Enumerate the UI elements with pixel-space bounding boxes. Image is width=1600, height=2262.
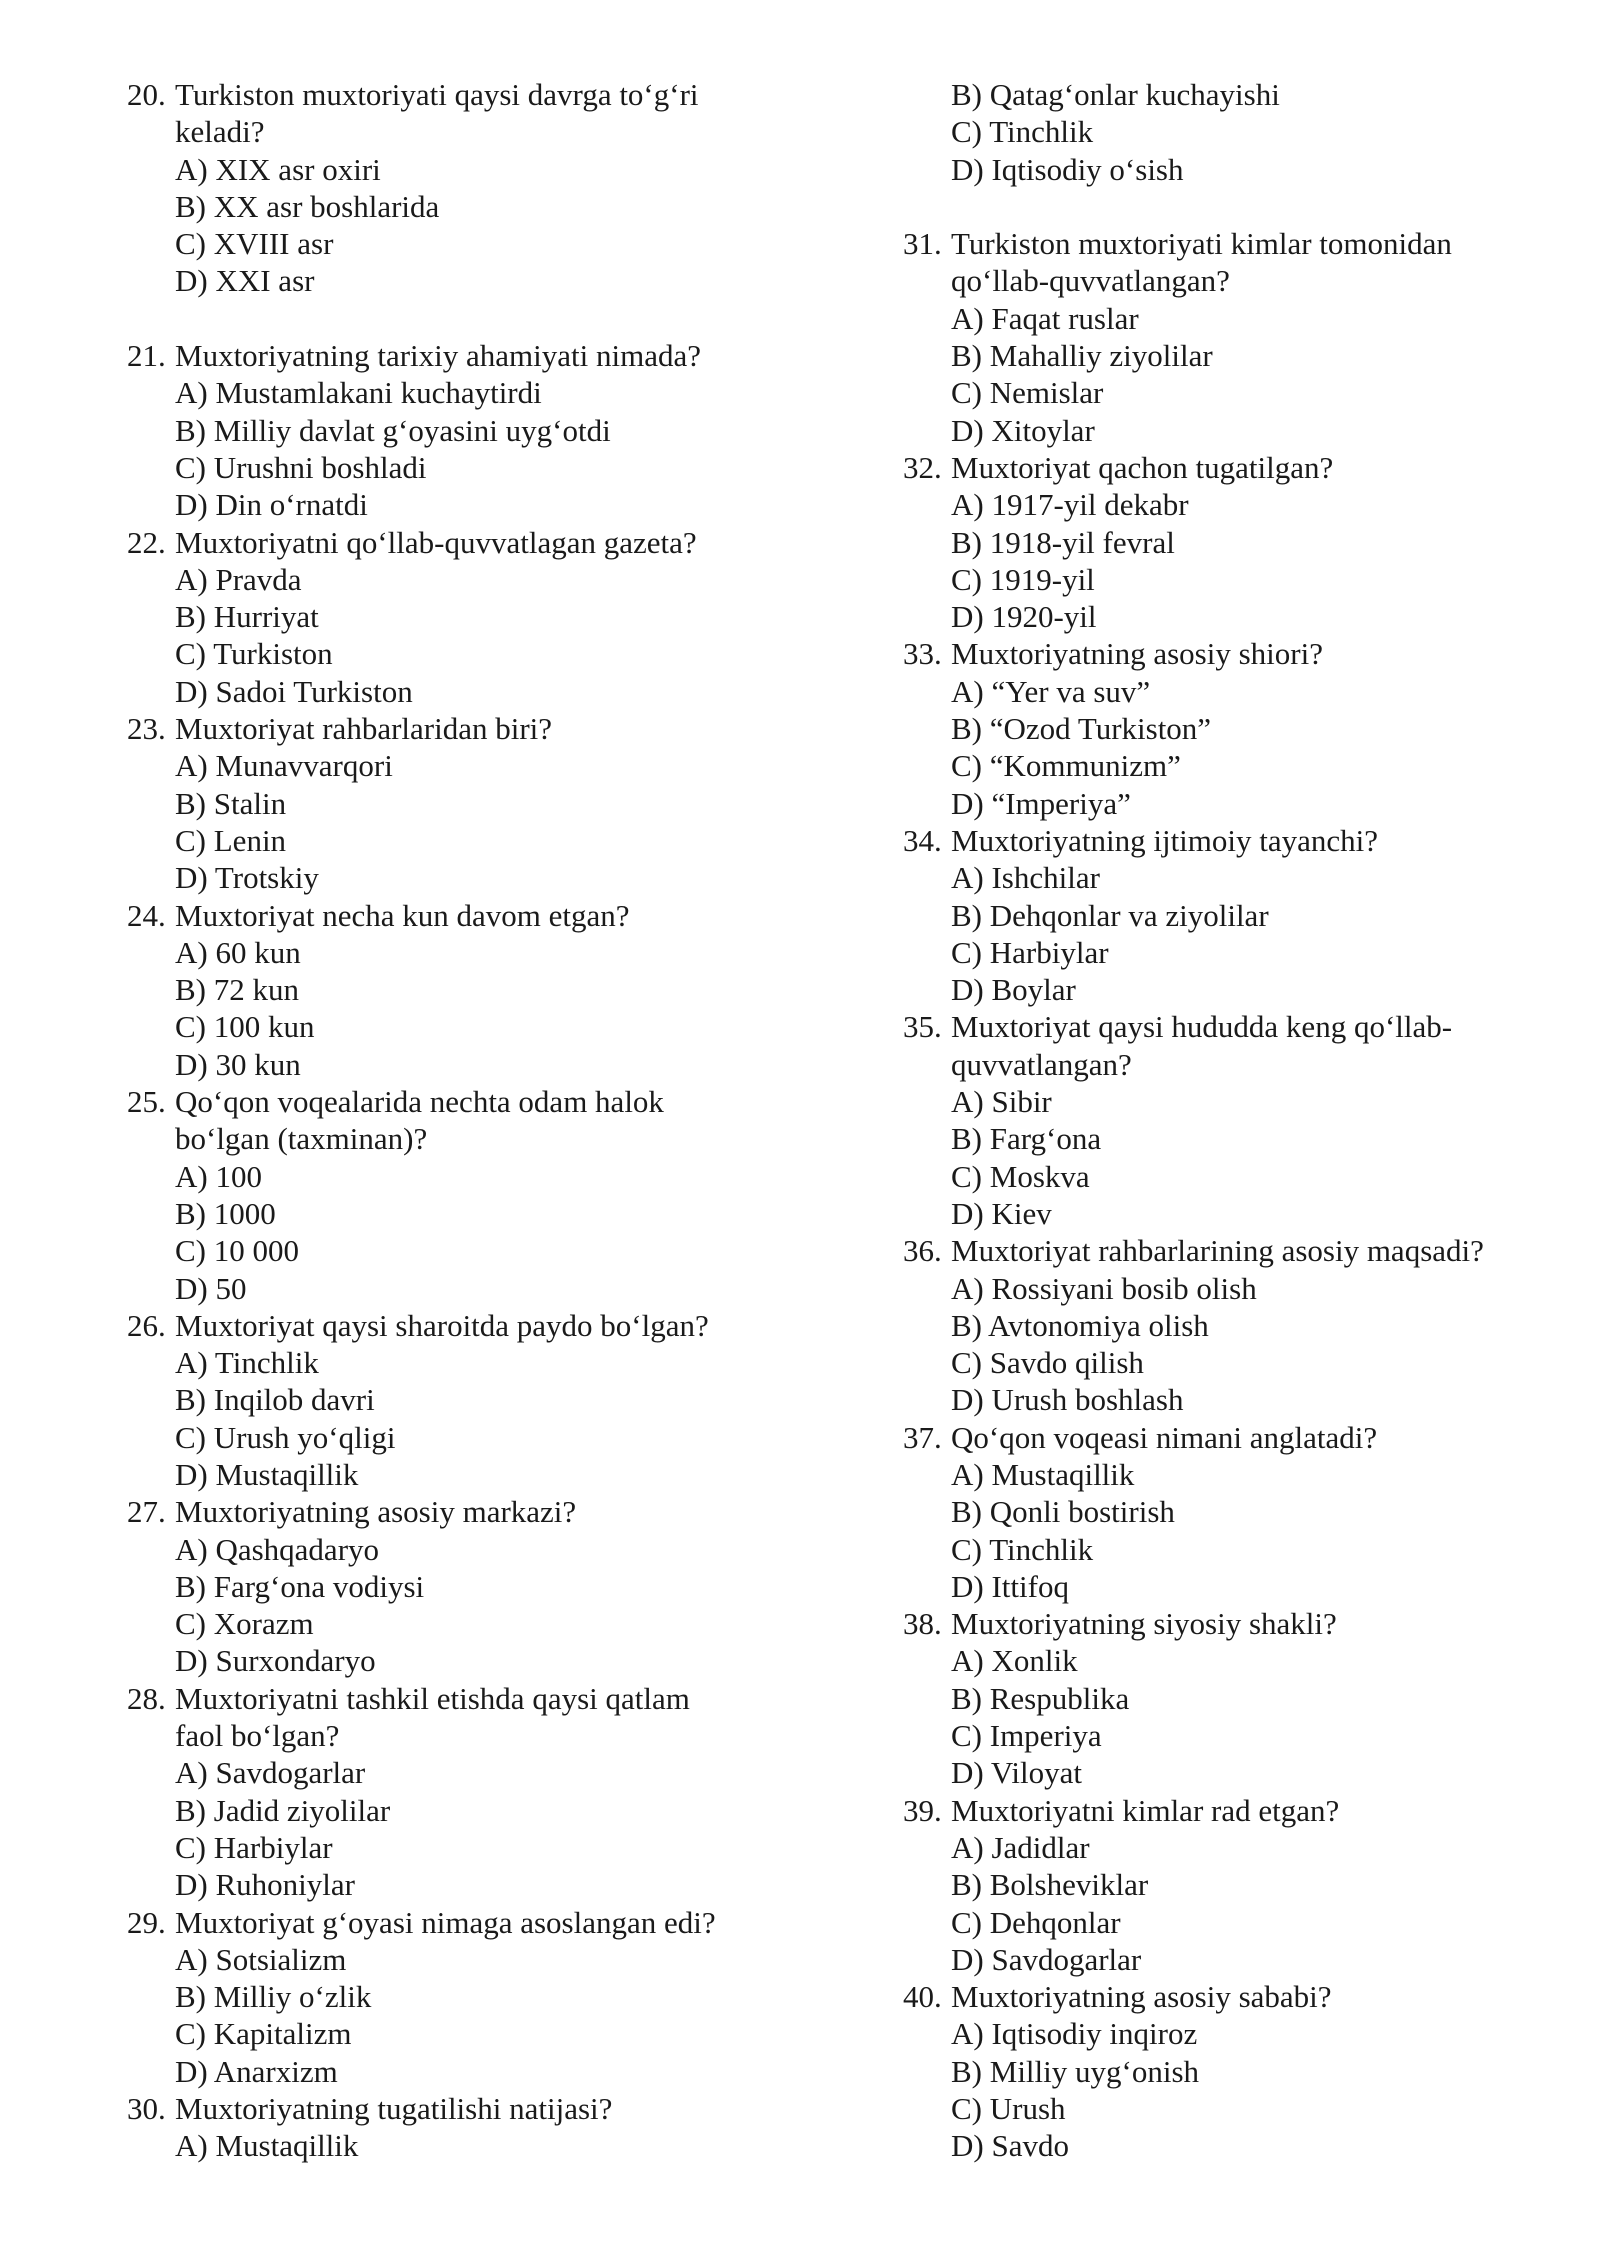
question-text-line <box>903 262 1543 299</box>
answer-option: A) Tinchlik <box>175 1345 319 1381</box>
answer-option: A) 1917-yil dekabr <box>951 487 1189 523</box>
answer-option: D) Trotskiy <box>175 860 319 896</box>
question-text-line <box>903 1978 1543 2015</box>
answer-option: A) Faqat ruslar <box>951 300 1139 336</box>
question-text-line <box>127 76 827 113</box>
question-28 <box>127 1680 827 1904</box>
question-number: 38. <box>903 1606 942 1642</box>
question-number: 35. <box>903 1009 942 1045</box>
answer-option: D) Xitoylar <box>951 412 1095 448</box>
question-number: 31. <box>903 226 942 262</box>
answer-option: D) 1920-yil <box>951 599 1097 635</box>
answer-option: B) Farg‘ona <box>951 1121 1102 1157</box>
question-27 <box>127 1493 827 1679</box>
answer-option: D) Ittifoq <box>951 1568 1069 1604</box>
question-text: Muxtoriyatni tashkil etishda qaysi qatlam <box>175 1680 690 1716</box>
answer-option: A) Xonlik <box>951 1643 1078 1679</box>
question-text-line <box>127 1904 827 1941</box>
question-text: Muxtoriyat qaysi hududda keng qo‘llab- <box>951 1009 1453 1045</box>
question-text: Turkiston muxtoriyati kimlar tomonidan <box>951 226 1452 262</box>
answer-option: A) Sotsializm <box>175 1941 347 1977</box>
question-text: Qo‘qon voqealarida nechta odam halok <box>175 1084 664 1120</box>
question-37 <box>903 1419 1543 1605</box>
question-text: Muxtoriyat qachon tugatilgan? <box>951 449 1334 485</box>
answer-option: A) 100 <box>175 1158 262 1194</box>
question-number: 34. <box>903 822 942 858</box>
question-text: Muxtoriyatni qo‘llab-quvvatlagan gazeta? <box>175 524 697 560</box>
answer-option: B) Milliy davlat g‘oyasini uyg‘otdi <box>175 412 611 448</box>
question-text: Muxtoriyat necha kun davom etgan? <box>175 897 630 933</box>
question-number: 21. <box>127 338 166 374</box>
answer-option: B) Hurriyat <box>175 599 319 635</box>
answer-option: A) “Yer va suv” <box>951 673 1151 709</box>
question-text-line <box>903 822 1543 859</box>
question-text: faol bo‘lgan? <box>175 1718 340 1754</box>
answer-option: C) Dehqonlar <box>951 1904 1121 1940</box>
question-29 <box>127 1904 827 2090</box>
answer-option: C) XVIII asr <box>175 226 334 262</box>
question-text: Muxtoriyatni kimlar rad etgan? <box>951 1792 1340 1828</box>
question-text-line <box>127 710 827 747</box>
question-text: Muxtoriyat rahbarlarining asosiy maqsadi? <box>951 1233 1484 1269</box>
question-text: Muxtoriyat g‘oyasi nimaga asoslangan edi? <box>175 1904 716 1940</box>
question-text: Muxtoriyatning asosiy shiori? <box>951 636 1323 672</box>
answer-option: C) Nemislar <box>951 375 1104 411</box>
question-number: 27. <box>127 1494 166 1530</box>
question-33 <box>903 635 1543 821</box>
question-number: 33. <box>903 636 942 672</box>
answer-option: D) XXI asr <box>175 263 315 299</box>
question-34 <box>903 822 1543 1008</box>
answer-option: D) Din o‘rnatdi <box>175 487 368 523</box>
answer-option: A) Munavvarqori <box>175 748 393 784</box>
answer-option: D) 30 kun <box>175 1046 301 1082</box>
question-number: 24. <box>127 897 166 933</box>
answer-option: A) Ishchilar <box>951 860 1100 896</box>
question-text-line <box>127 1493 827 1530</box>
answer-option: D) Sadoi Turkiston <box>175 673 413 709</box>
answer-option: C) 1919-yil <box>951 561 1095 597</box>
question-number: 20. <box>127 77 166 112</box>
question-text-line <box>127 897 827 934</box>
answer-option: B) 1000 <box>175 1195 276 1231</box>
answer-option: D) Ruhoniylar <box>175 1867 355 1903</box>
answer-option: A) Rossiyani bosib olish <box>951 1270 1257 1306</box>
answer-option: C) Tinchlik <box>951 1531 1094 1567</box>
answer-option: B) Bolsheviklar <box>951 1867 1149 1903</box>
answer-option: B) Farg‘ona vodiysi <box>175 1568 425 1604</box>
answer-option: C) Urush <box>951 2091 1066 2127</box>
question-text: Muxtoriyat qaysi sharoitda paydo bo‘lgan? <box>175 1307 709 1343</box>
question-text: Muxtoriyatning asosiy sababi? <box>951 1979 1332 2015</box>
question-number: 26. <box>127 1307 166 1343</box>
question-number: 23. <box>127 711 166 747</box>
answer-option: A) Sibir <box>951 1084 1052 1120</box>
question-30 <box>127 2090 827 2165</box>
answer-option: D) Boylar <box>951 972 1076 1008</box>
answer-option: D) 50 <box>175 1270 247 1306</box>
answer-option: B) 1918-yil fevral <box>951 524 1175 560</box>
answer-option: A) XIX asr oxiri <box>175 151 381 187</box>
question-text-line <box>127 1083 827 1120</box>
answer-option: C) Harbiylar <box>951 934 1109 970</box>
question-number: 28. <box>127 1680 166 1716</box>
answer-option: D) Iqtisodiy o‘sish <box>951 151 1184 187</box>
answer-option: B) Jadid ziyolilar <box>175 1792 391 1828</box>
question-number <box>903 1046 951 1083</box>
question-text-line <box>127 1680 827 1717</box>
question-text: Muxtoriyatning ijtimoiy tayanchi? <box>951 822 1379 858</box>
answer-option: A) Mustaqillik <box>951 1456 1135 1492</box>
question-number <box>127 1717 175 1754</box>
question-22 <box>127 524 827 710</box>
question-text: Muxtoriyatning tugatilishi natijasi? <box>175 2091 613 2127</box>
question-number: 40. <box>903 1979 942 2015</box>
question-number: 29. <box>127 1904 166 1940</box>
answer-option: B) Avtonomiya olish <box>951 1307 1209 1343</box>
answer-option: C) Harbiylar <box>175 1829 333 1865</box>
question-24 <box>127 897 827 1083</box>
question-23 <box>127 710 827 896</box>
question-text-line <box>903 1419 1543 1456</box>
question-31 <box>903 225 1543 449</box>
answer-option: C) Urushni boshladi <box>175 449 427 485</box>
question-text: Qo‘qon voqeasi nimani anglatadi? <box>951 1419 1378 1455</box>
answer-option: C) Kapitalizm <box>175 2016 352 2052</box>
answer-option: B) Qonli bostirish <box>951 1494 1175 1530</box>
question-text: Turkiston muxtoriyati qaysi davrga to‘g‘ri <box>175 77 699 112</box>
answer-option: D) Surxondaryo <box>175 1643 376 1679</box>
question-text: Muxtoriyatning asosiy markazi? <box>175 1494 577 1530</box>
answer-option: B) “Ozod Turkiston” <box>951 711 1212 747</box>
answer-option: D) Savdogarlar <box>951 1941 1142 1977</box>
question-number: 39. <box>903 1792 942 1828</box>
answer-option: A) Mustaqillik <box>175 2128 359 2164</box>
answer-option: C) Imperiya <box>951 1718 1102 1754</box>
answer-option: D) “Imperiya” <box>951 785 1131 821</box>
answer-option: A) Mustamlakani kuchaytirdi <box>175 375 542 411</box>
question-40 <box>903 1978 1543 2164</box>
answer-option: B) Milliy o‘zlik <box>175 1979 372 2015</box>
answer-option: C) 100 kun <box>175 1009 315 1045</box>
answer-option: D) Mustaqillik <box>175 1456 359 1492</box>
question-25 <box>127 1083 827 1307</box>
answer-option: A) Iqtisodiy inqiroz <box>951 2016 1198 2052</box>
answer-option: B) Mahalliy ziyolilar <box>951 338 1213 374</box>
question-number: 32. <box>903 449 942 485</box>
question-32 <box>903 449 1543 635</box>
answer-option: B) Qatag‘onlar kuchayishi <box>951 77 1280 112</box>
question-text: Muxtoriyatning tarixiy ahamiyati nimada? <box>175 338 702 374</box>
question-text: bo‘lgan (taxminan)? <box>175 1121 428 1157</box>
answer-option: B) XX asr boshlarida <box>175 188 440 224</box>
question-number <box>127 113 175 150</box>
answer-option: A) Jadidlar <box>951 1829 1090 1865</box>
question-text-line <box>127 1120 827 1157</box>
question-36 <box>903 1232 1543 1418</box>
question-text: quvvatlangan? <box>951 1046 1132 1082</box>
question-number: 37. <box>903 1419 942 1455</box>
answer-option: B) Dehqonlar va ziyolilar <box>951 897 1269 933</box>
question-38 <box>903 1605 1543 1791</box>
answer-option: A) Pravda <box>175 561 302 597</box>
question-text-line <box>903 1232 1543 1269</box>
question-35 <box>903 1008 1543 1232</box>
answer-option: A) 60 kun <box>175 934 301 970</box>
question-number: 22. <box>127 524 166 560</box>
question-text-line <box>903 1046 1543 1083</box>
answer-option: C) Xorazm <box>175 1606 314 1642</box>
question-text-line <box>127 113 827 150</box>
answer-option: D) Kiev <box>951 1195 1052 1231</box>
question-39 <box>903 1792 1543 1978</box>
question-text-line <box>127 337 827 374</box>
question-text: Muxtoriyat rahbarlaridan biri? <box>175 711 553 747</box>
right-column <box>903 76 1543 2165</box>
question-26 <box>127 1307 827 1493</box>
question-text-line <box>903 635 1543 672</box>
question-text: Muxtoriyatning siyosiy shakli? <box>951 1606 1337 1642</box>
question-20 <box>127 76 827 300</box>
answer-option: A) Savdogarlar <box>175 1755 366 1791</box>
question-text-line <box>903 1792 1543 1829</box>
question-number: 25. <box>127 1084 166 1120</box>
answer-option: C) Savdo qilish <box>951 1345 1144 1381</box>
question-text-line <box>903 449 1543 486</box>
question-number <box>127 1120 175 1157</box>
answer-option: B) Milliy uyg‘onish <box>951 2053 1200 2089</box>
question-text-line <box>903 1605 1543 1642</box>
answer-option: C) Tinchlik <box>951 114 1094 150</box>
answer-option: D) Viloyat <box>951 1755 1083 1791</box>
answer-option: D) Savdo <box>951 2128 1069 2164</box>
question-number <box>903 262 951 299</box>
question-text-line <box>903 225 1543 262</box>
answer-option: C) Urush yo‘qligi <box>175 1419 396 1455</box>
question-text-line <box>127 524 827 561</box>
answer-option: C) Moskva <box>951 1158 1090 1194</box>
answer-option: C) “Kommunizm” <box>951 748 1181 784</box>
question-text: qo‘llab-quvvatlangan? <box>951 263 1230 299</box>
question-text-line <box>127 1307 827 1344</box>
left-column <box>127 76 827 2165</box>
question-30-continued-options <box>903 76 1543 188</box>
answer-option: C) Turkiston <box>175 636 333 672</box>
answer-option: B) Respublika <box>951 1680 1130 1716</box>
answer-option: D) Anarxizm <box>175 2053 338 2089</box>
question-21 <box>127 337 827 523</box>
answer-option: D) Urush boshlash <box>951 1382 1184 1418</box>
question-text-line <box>127 1717 827 1754</box>
answer-option: B) Stalin <box>175 785 287 821</box>
question-number: 30. <box>127 2091 166 2127</box>
question-number: 36. <box>903 1233 942 1269</box>
question-text: keladi? <box>175 114 265 150</box>
answer-option: B) 72 kun <box>175 972 299 1008</box>
answer-option: A) Qashqadaryo <box>175 1531 380 1567</box>
answer-option: C) Lenin <box>175 822 287 858</box>
answer-option: C) 10 000 <box>175 1233 299 1269</box>
answer-option: B) Inqilob davri <box>175 1382 375 1418</box>
question-text-line <box>127 2090 827 2127</box>
question-text-line <box>903 1008 1543 1045</box>
